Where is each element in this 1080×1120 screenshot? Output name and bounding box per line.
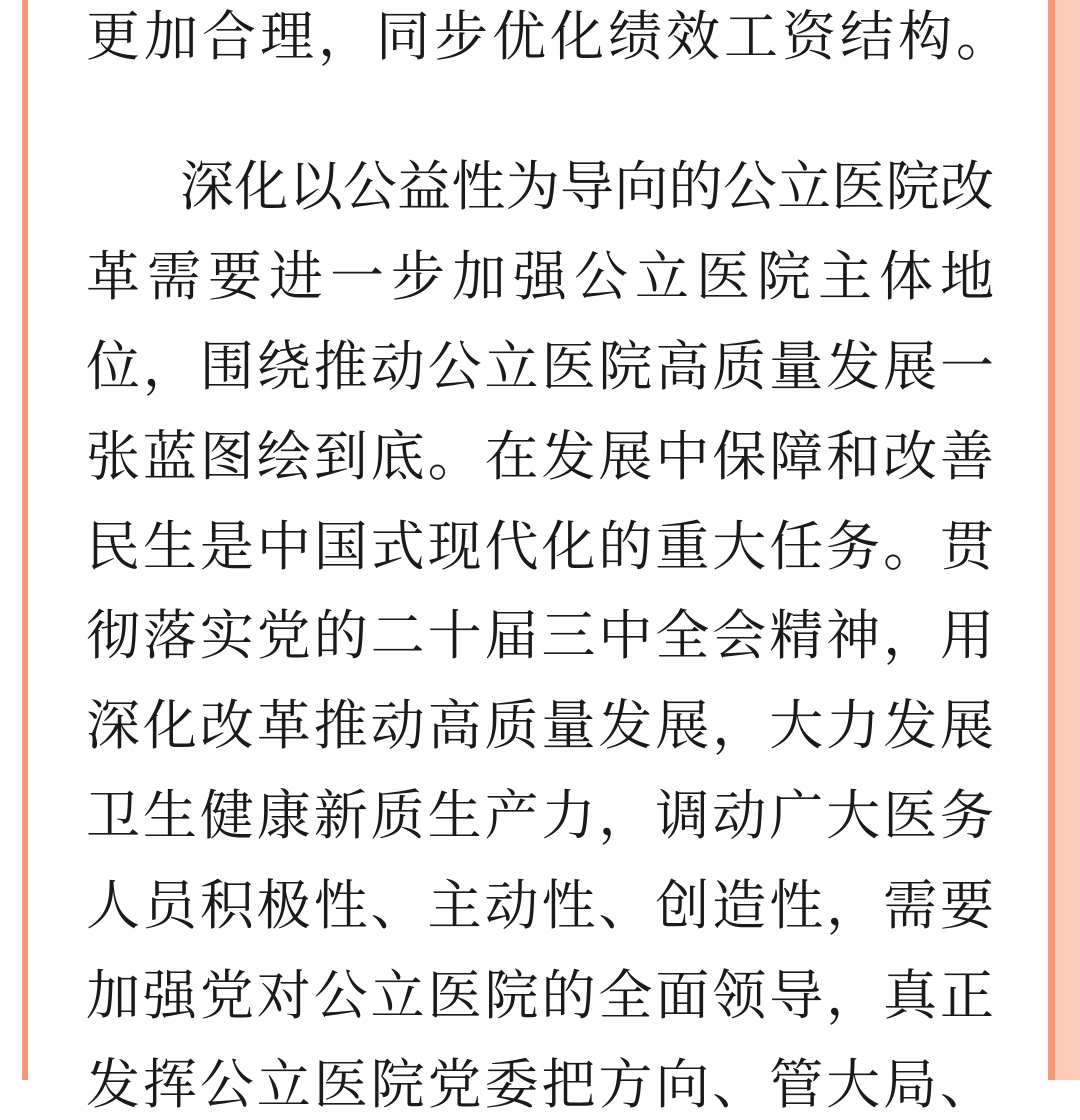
paragraph-line: 卫生健康新质生产力，调动广大医务 xyxy=(86,784,994,847)
right-border-rule xyxy=(1048,0,1055,1080)
left-border-rule xyxy=(22,0,28,1080)
paragraph-line: 深化以公益性为导向的公立医院改 xyxy=(180,155,994,218)
paragraph-line: 更加合理，同步优化绩效工资结构。 xyxy=(86,5,1014,68)
right-margin-band xyxy=(1055,0,1080,1080)
paragraph-line: 民生是中国式现代化的重大任务。贯 xyxy=(86,515,994,578)
paragraph-line: 深化改革推动高质量发展，大力发展 xyxy=(86,694,994,757)
paragraph-line: 张蓝图绘到底。在发展中保障和改善 xyxy=(86,425,994,488)
paragraph-line: 发挥公立医院党委把方向、管大局、 xyxy=(86,1053,994,1116)
paragraph-line: 革需要进一步加强公立医院主体地 xyxy=(86,245,994,308)
paragraph-line: 加强党对公立医院的全面领导，真正 xyxy=(86,964,994,1027)
paragraph-line: 位，围绕推动公立医院高质量发展一 xyxy=(86,335,994,398)
paragraph-line: 彻落实党的二十届三中全会精神，用 xyxy=(86,604,994,667)
paragraph-line: 人员积极性、主动性、创造性，需要 xyxy=(86,874,994,937)
